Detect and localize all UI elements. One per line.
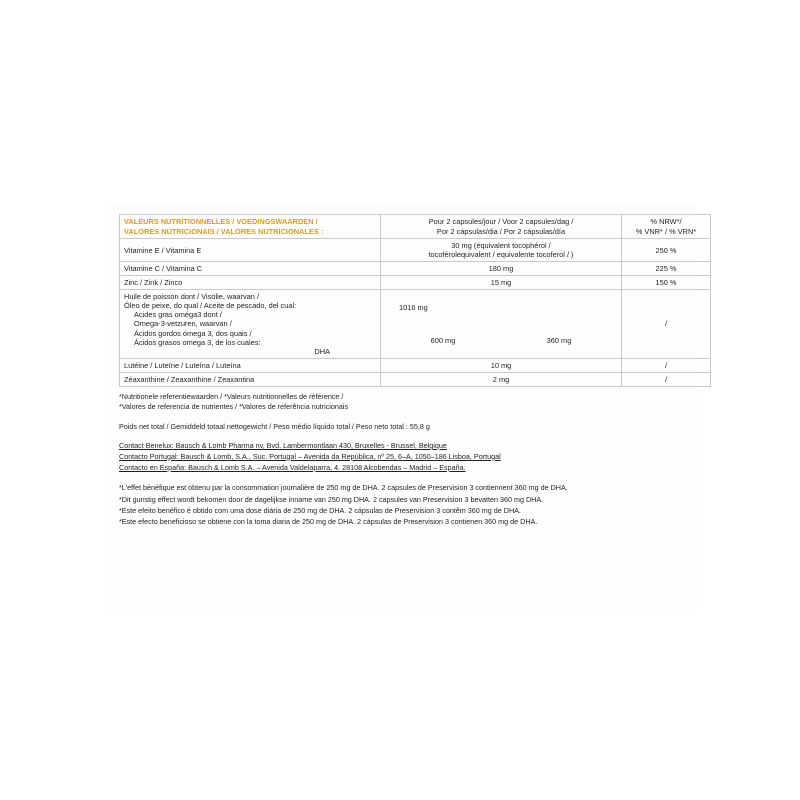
benefit-claim-nl: *Dit gunstig effect wordt bekomen door de dagelijkse inname van 250 mg DHA. 2 capsules van Preservision 3 bevatten 360 mg DHA.: [119, 494, 544, 504]
row-value-zeaxanthin: 2 mg: [381, 372, 622, 386]
contact-portugal: Contacto Portugal: Bausch & Lomb, S.A., Suc. Portugal – Avenida da República, nº 25, 6–A, 1050–186 Lisboa, Portugal: [119, 451, 501, 461]
nutrition-label-panel: [105, 204, 697, 609]
table-row-fish-oil: [120, 290, 711, 358]
benefit-claim-es: *Este efecto beneficioso se obtiene con la toma diaria de 250 mg de DHA. 2 cápsulas de Preservision 3 contienen 360 mg de DHA.: [119, 516, 538, 526]
row-value-fish-oil: [381, 290, 622, 358]
header-nutrients-line2: VALORES NUTRICIONAIS / VALORES NUTRICIONALES :: [124, 226, 324, 236]
row-nrv-zinc: 150 %: [622, 276, 711, 290]
header-cell-per-dose: [381, 215, 622, 239]
row-value-vitamin-e: [381, 239, 622, 262]
row-nrv-zeaxanthin: /: [622, 372, 711, 386]
fish-oil-dha-label: DHA: [314, 346, 330, 356]
header-cell-nrv: [622, 215, 711, 239]
benefit-claims-block: [119, 482, 683, 527]
header-nrv-line2: % VNR* / % VRN*: [635, 226, 697, 236]
row-nrv-lutein: /: [622, 358, 711, 372]
fish-oil-line3: Acides gras oméga3 dont /: [134, 310, 222, 320]
nrv-footnote-line2: *Valores de referencia de nutrientes / *Valores de referência nutricionais: [119, 402, 349, 412]
nrv-footnotes: [119, 392, 683, 413]
fish-oil-line2: Óleo de peixe, do qual / Aceite de pescado, del cual:: [124, 301, 297, 311]
contact-benelux: Contact Benelux: Bausch & Lomb Pharma nv, Bvd. Lambermontlaan 430, Bruxelles - Brussel, Belgique: [119, 440, 447, 450]
table-row: [120, 239, 711, 262]
header-per-dose-line1: Pour 2 capsules/jour / Voor 2 capsules/dag /: [428, 217, 574, 226]
row-nrv-vitamin-e: 250 %: [622, 239, 711, 262]
contact-spain: Contacto en España: Bausch & Lomb S.A. – Avenida Valdelaparra, 4. 28108 Alcobendas – Madrid – España.: [119, 462, 466, 472]
table-row: [120, 262, 711, 276]
header-nutrients-line1: VALEURS NUTRITIONNELLES / VOEDINGSWAARDEN /: [124, 217, 318, 226]
benefit-claim-pt: *Este efeito benéfico é obtido com uma dose diária de 250 mg de DHA. 2 cápsulas de Preservision 3 contêm 360 mg de DHA.: [119, 505, 521, 515]
header-cell-nutrients: [120, 215, 381, 239]
row-value-lutein: 10 mg: [381, 358, 622, 372]
value-fish-oil: 1016 mg: [399, 302, 428, 312]
nutrition-table: [119, 214, 711, 387]
row-name-zeaxanthin: Zéaxanthine / Zeaxanthine / Zeaxantina: [120, 372, 381, 386]
value-dha: 360 mg: [546, 335, 572, 345]
table-row: [120, 276, 711, 290]
row-nrv-fish-oil: /: [622, 290, 711, 358]
nrv-footnote-line1: *Nutritionele referentiewaarden / *Valeurs nutritionnelles de référence /: [119, 391, 344, 401]
fish-oil-line1: Huile de poisson dont / Visolie, waarvan /: [124, 292, 260, 302]
value-omega3-dha-pair: [385, 336, 617, 345]
fish-oil-line4: Omega-3-vetzuren, waarvan /: [134, 319, 232, 329]
row-nrv-vitamin-c: 225 %: [622, 262, 711, 276]
row-name-zinc: Zinc / Zink / Zinco: [120, 276, 381, 290]
fish-oil-line6: Ácidos grasos omega 3, de los cuales:: [134, 337, 261, 347]
table-row: [120, 358, 711, 372]
row-value-vitamin-e-line1: 30 mg (équivalent tocophérol /: [451, 241, 551, 251]
contact-block: [119, 441, 683, 473]
header-per-dose-line2: Por 2 cápsulas/dia / Por 2 cápsulas/día: [436, 226, 566, 236]
row-value-vitamin-c: 180 mg: [381, 262, 622, 276]
benefit-claim-fr: *L'effet bénéfique est obtenu par la consommation journalière de 250 mg de DHA. 2 capsules de Preservision 3 contiennent 360 mg de DHA.: [119, 483, 568, 493]
row-name-vitamin-c: Vitamine C / Vitamina C: [120, 262, 381, 276]
net-weight-text: Poids net total / Gemiddeld totaal nettogewicht / Peso médio líquido total / Peso neto total : 55,8 g: [119, 421, 430, 431]
table-header-row: [120, 215, 711, 239]
fish-oil-line5: Ácidos gordos ómega 3, dos quais /: [134, 328, 252, 338]
row-name-lutein: Lutéine / Luteïne / Luteína / Luteína: [120, 358, 381, 372]
row-value-zinc: 15 mg: [381, 276, 622, 290]
value-omega3: 600 mg: [430, 335, 456, 345]
row-name-fish-oil: [120, 290, 381, 358]
row-value-vitamin-e-line2: tocoférolequivalent / equivalente tocoferol / ): [428, 250, 574, 260]
label-content: [119, 214, 697, 527]
header-nrv-line1: % NRW*/: [650, 217, 682, 226]
row-name-vitamin-e: Vitamine E / Vitamina E: [120, 239, 381, 262]
table-row: [120, 372, 711, 386]
